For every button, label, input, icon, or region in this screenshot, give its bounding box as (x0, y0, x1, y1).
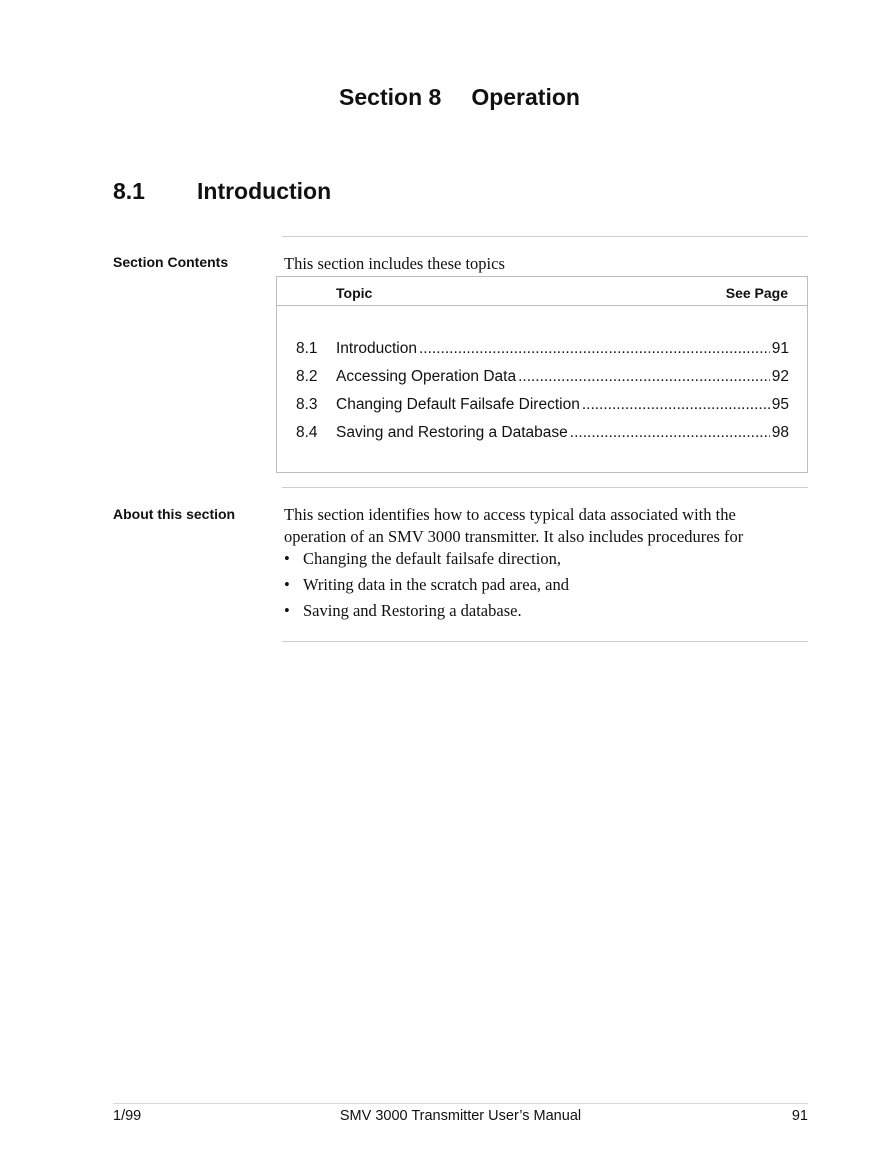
section-title (0, 84, 892, 111)
toc-table (276, 276, 808, 473)
section-name: Operation (471, 84, 580, 110)
toc-header (277, 277, 807, 306)
toc-row-page: 95 (771, 396, 789, 413)
toc-row-label: Saving and Restoring a Database (336, 424, 568, 441)
list-item (284, 598, 569, 624)
about-paragraph-line: operation of an SMV 3000 transmitter. It also includes procedures for (284, 527, 744, 546)
bullet-icon: • (284, 575, 290, 594)
toc-row-label: Changing Default Failsafe Direction (336, 396, 580, 413)
bullet-text: Saving and Restoring a database. (303, 601, 522, 620)
list-item (284, 572, 569, 598)
toc-row-number: 8.4 (296, 424, 318, 441)
toc-dot-leader (419, 339, 770, 359)
footer-date: 1/99 (113, 1108, 142, 1124)
toc-row-page: 92 (771, 368, 789, 385)
divider-bottom (282, 641, 808, 642)
section-contents-intro: This section includes these topics (284, 254, 505, 273)
toc-row-number: 8.3 (296, 396, 318, 413)
bullet-text: Changing the default failsafe direction, (303, 549, 561, 568)
about-paragraph-line: This section identifies how to access typical data associated with the (284, 505, 736, 524)
toc-header-topic: Topic (336, 285, 373, 301)
about-bullet-list (284, 546, 569, 624)
bullet-text: Writing data in the scratch pad area, and (303, 575, 569, 594)
bullet-icon: • (284, 601, 290, 620)
footer-divider (113, 1103, 808, 1104)
toc-row-page: 91 (771, 340, 789, 357)
divider-top (282, 236, 808, 237)
section-contents-label: Section Contents (113, 254, 229, 270)
about-section-label: About this section (113, 506, 236, 522)
toc-header-see-page: See Page (725, 285, 788, 301)
toc-dot-leader (582, 395, 770, 415)
toc-row-number: 8.1 (296, 340, 318, 357)
toc-row-page: 98 (771, 424, 789, 441)
toc-row[interactable] (296, 395, 789, 415)
toc-row[interactable] (296, 367, 789, 387)
toc-dot-leader (570, 423, 770, 443)
footer-manual-title: SMV 3000 Transmitter User’s Manual (339, 1108, 582, 1124)
sub-heading-number: 8.1 (113, 178, 145, 204)
toc-row[interactable] (296, 339, 789, 359)
toc-row-number: 8.2 (296, 368, 318, 385)
toc-dot-leader (518, 367, 770, 387)
sub-heading-title: Introduction (197, 178, 332, 204)
toc-row-label: Accessing Operation Data (336, 368, 517, 385)
toc-row-label: Introduction (336, 340, 417, 357)
divider-middle (282, 487, 808, 488)
section-number: Section 8 (339, 84, 442, 110)
list-item (284, 546, 569, 572)
toc-row[interactable] (296, 423, 789, 443)
footer-page-number: 91 (791, 1108, 808, 1124)
bullet-icon: • (284, 549, 290, 568)
about-paragraph (284, 504, 743, 548)
sub-heading (113, 178, 331, 205)
